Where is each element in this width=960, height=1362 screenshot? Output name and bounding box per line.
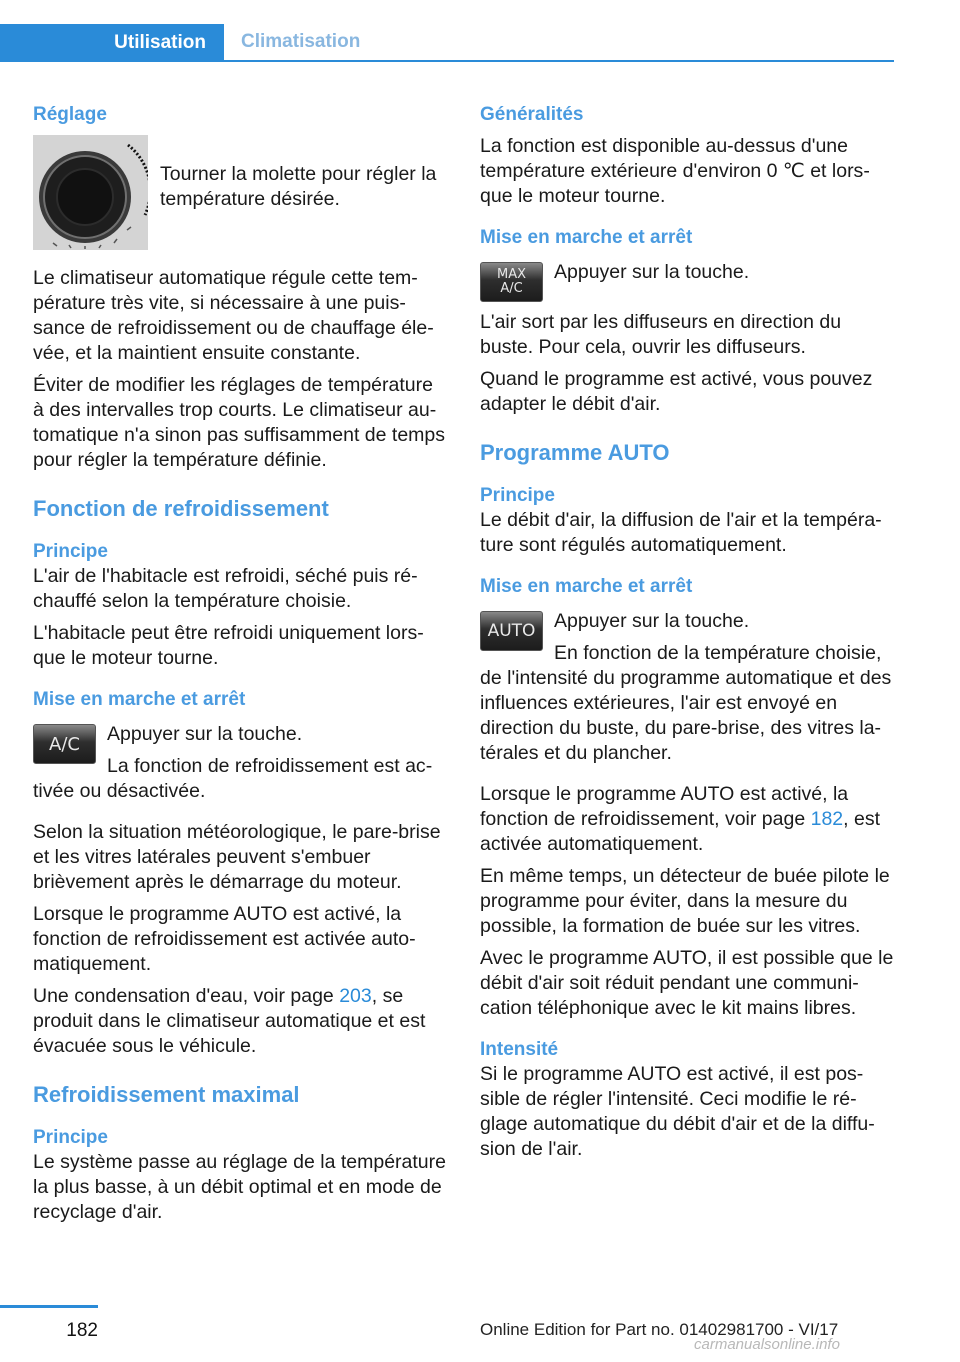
paragraph: Quand le programme est activé, vous pouvez adapter le débit d'air.: [480, 368, 873, 415]
auto-button-figure: AUTO: [480, 611, 543, 651]
paragraph: L'air sort par les diffuseurs en direction du buste. Pour cela, ouvrir les diffuseurs.: [480, 311, 842, 358]
paragraph: Si le programme AUTO est activé, il est possible de régler l'intensité. Ceci modifie le réglage automatique du débit d'air et de la diffusion de l'air.: [480, 1063, 875, 1160]
appuyer-text: Appuyer sur la touche.: [554, 610, 750, 632]
ac-button-figure: A/C: [33, 724, 96, 764]
paragraph: Lorsque le programme AUTO est activé, la fonction de refroidissement, voir page 182, est activée automatiquement.: [480, 783, 881, 855]
paragraph: L'air de l'habitacle est refroidi, séché puis réchauffé selon la température choisie.: [33, 565, 418, 612]
paragraph: Éviter de modifier les réglages de température à des intervalles trop courts. Le climatiseur automatique n'a sinon pas suffisamment de temps pour régler la température définie.: [33, 374, 446, 471]
paragraph: La fonction est disponible au-dessus d'une température extérieure d'environ 0 ℃ et lorsque le moteur tourne.: [480, 135, 870, 207]
paragraph: En fonction de la température choisie, de l'intensité du programme automatique et des influences extérieures, l'air est envoyé en direction du buste, du pare-brise, des vitres latérales et du plancher.: [480, 642, 892, 764]
paragraph: La fonction de refroidissement est activée ou désactivée.: [33, 755, 433, 802]
heading-mise-en-marche: Mise en marche et arrêt: [33, 689, 246, 710]
heading-generalites: Généralités: [480, 104, 584, 125]
paragraph: Selon la situation météorologique, le pare-brise et les vitres latérales peuvent s'embuer brièvement après le démarrage du moteur.: [33, 821, 441, 893]
heading-reglage: Réglage: [33, 104, 107, 125]
paragraph: En même temps, un détecteur de buée pilote le programme pour éviter, dans la mesure du possible, la formation de buée sur les vitres.: [480, 865, 890, 937]
appuyer-text: Appuyer sur la touche.: [107, 723, 303, 745]
tab-climatisation[interactable]: Climatisation: [224, 24, 894, 62]
paragraph: Le débit d'air, la diffusion de l'air et la température sont régulés automatiquement.: [480, 509, 882, 556]
heading-fonction-refroidissement: Fonction de refroidissement: [33, 496, 329, 521]
heading-refroidissement-maximal: Refroidissement maximal: [33, 1082, 300, 1107]
max-ac-button-figure: MAX A/C: [480, 262, 543, 302]
heading-intensite: Intensité: [480, 1039, 559, 1060]
heading-mise-en-marche: Mise en marche et arrêt: [480, 227, 693, 248]
heading-mise-en-marche: Mise en marche et arrêt: [480, 576, 693, 597]
heading-principe: Principe: [33, 1127, 108, 1148]
page-header: [0, 0, 960, 62]
left-column: [33, 102, 448, 1225]
heading-principe: Principe: [480, 485, 555, 506]
temperature-knob-figure: [33, 135, 148, 250]
paragraph: Une condensation d'eau, voir page 203, se produit dans le climatiseur automatique et est évacuée sous le véhicule.: [33, 985, 426, 1057]
tab-utilisation[interactable]: Utilisation: [0, 24, 224, 62]
right-column: [480, 102, 895, 1162]
heading-principe: Principe: [33, 541, 108, 562]
paragraph: Le climatiseur automatique régule cette température très vite, si nécessaire à une puissance de refroidissement ou de chauffage élevée, et la maintient ensuite constante.: [33, 267, 434, 364]
paragraph: Lorsque le programme AUTO est activé, la fonction de refroidissement est activée automatiquement.: [33, 903, 416, 975]
watermark: carmanualsonline.info: [694, 1336, 840, 1353]
edition-text: Online Edition for Part no. 01402981700 - VI/17: [480, 1320, 839, 1339]
paragraph: Avec le programme AUTO, il est possible que le débit d'air soit réduit pendant une communication téléphonique avec le kit mains libres.: [480, 947, 894, 1019]
footer-divider: [0, 1305, 98, 1308]
page-number: 182: [66, 1320, 98, 1341]
page-link-203[interactable]: 203: [339, 985, 372, 1007]
reglage-text: Tourner la molette pour régler la température désirée.: [160, 163, 437, 210]
page-link-182[interactable]: 182: [810, 808, 844, 830]
appuyer-text: Appuyer sur la touche.: [554, 261, 750, 283]
paragraph: Le système passe au réglage de la température la plus basse, à un débit optimal et en mode de recyclage d'air.: [33, 1151, 446, 1223]
heading-programme-auto: Programme AUTO: [480, 440, 670, 465]
paragraph: L'habitacle peut être refroidi uniquement lorsque le moteur tourne.: [33, 622, 424, 669]
knob-icon: [33, 135, 148, 250]
